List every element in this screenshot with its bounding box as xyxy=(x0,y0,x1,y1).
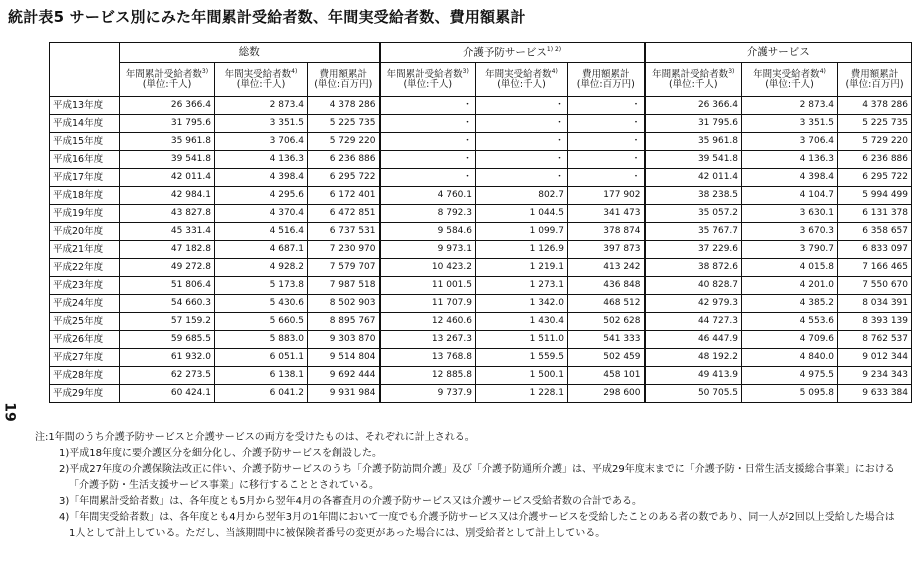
table-cell: 54 660.3 xyxy=(120,295,215,313)
note-4: 4)「年間実受給者数」は、各年度とも4月から翌年3月の1年間において一度でも介護予防サービス又は介護サービスを受給したことのある者の数であり、同一人が2回以上受給した場合は xyxy=(59,512,895,523)
table-cell: 9 973.1 xyxy=(380,241,476,259)
table-cell: 9 303 870 xyxy=(308,331,380,349)
table-row xyxy=(50,223,912,241)
group-header: 介護サービス xyxy=(645,43,912,63)
table-cell: 7 550 670 xyxy=(838,277,912,295)
table-cell: 7 987 518 xyxy=(308,277,380,295)
table-cell: 48 192.2 xyxy=(645,349,742,367)
table-cell: 436 848 xyxy=(568,277,645,295)
table-cell: 6 295 722 xyxy=(838,169,912,187)
table-cell: 3 790.7 xyxy=(742,241,838,259)
table-cell: 12 460.6 xyxy=(380,313,476,331)
table-row xyxy=(50,331,912,349)
table-cell: 26 366.4 xyxy=(120,97,215,115)
row-label: 平成21年度 xyxy=(50,241,120,259)
table-cell: 35 961.8 xyxy=(645,133,742,151)
table-cell: ・ xyxy=(568,133,645,151)
table-cell: 541 333 xyxy=(568,331,645,349)
table-cell: 1 430.4 xyxy=(476,313,568,331)
table-cell: 6 138.1 xyxy=(215,367,308,385)
column-header: 年間実受給者数$^{4)}$ (単位:千人) xyxy=(215,63,308,97)
table-cell: 6 358 657 xyxy=(838,223,912,241)
table-cell: 35 961.8 xyxy=(120,133,215,151)
table-cell: ・ xyxy=(568,97,645,115)
table-cell: 4 687.1 xyxy=(215,241,308,259)
page-title: 統計表5 サービス別にみた年間累計受給者数、年間実受給者数、費用額累計 xyxy=(8,8,526,26)
table-cell: 31 795.6 xyxy=(120,115,215,133)
table-cell: 2 873.4 xyxy=(215,97,308,115)
table-cell: 9 514 804 xyxy=(308,349,380,367)
table-cell: 3 706.4 xyxy=(742,133,838,151)
table-cell: 4 201.0 xyxy=(742,277,838,295)
table-cell: 458 101 xyxy=(568,367,645,385)
table-cell: 4 928.2 xyxy=(215,259,308,277)
table-cell: 9 584.6 xyxy=(380,223,476,241)
table-cell: 341 473 xyxy=(568,205,645,223)
table-cell: 13 768.8 xyxy=(380,349,476,367)
page-number: 19 xyxy=(1,402,18,422)
table-cell: 9 234 343 xyxy=(838,367,912,385)
table-cell: 61 932.0 xyxy=(120,349,215,367)
column-header: 費用額累計 (単位:百万円) xyxy=(308,63,380,97)
group-header: 総数 xyxy=(120,43,380,63)
table-cell: 11 001.5 xyxy=(380,277,476,295)
table-cell: 4 378 286 xyxy=(838,97,912,115)
table-cell: 298 600 xyxy=(568,385,645,403)
table-cell: 4 975.5 xyxy=(742,367,838,385)
table-cell: 4 760.1 xyxy=(380,187,476,205)
table-cell: 1 511.0 xyxy=(476,331,568,349)
table-cell: 49 413.9 xyxy=(645,367,742,385)
table-cell: 49 272.8 xyxy=(120,259,215,277)
table-cell: 8 034 391 xyxy=(838,295,912,313)
table-cell: 7 166 465 xyxy=(838,259,912,277)
column-header: 年間累計受給者数$^{3)}$ (単位:千人) xyxy=(120,63,215,97)
table-cell: 397 873 xyxy=(568,241,645,259)
table-cell: 3 351.5 xyxy=(215,115,308,133)
table-cell: 4 015.8 xyxy=(742,259,838,277)
table-cell: 5 225 735 xyxy=(838,115,912,133)
table-cell: 45 331.4 xyxy=(120,223,215,241)
statistics-table xyxy=(49,42,912,403)
table-row xyxy=(50,115,912,133)
table-cell: ・ xyxy=(568,115,645,133)
table-cell: 35 057.2 xyxy=(645,205,742,223)
table-cell: 7 230 970 xyxy=(308,241,380,259)
row-label: 平成25年度 xyxy=(50,313,120,331)
table-cell: 1 044.5 xyxy=(476,205,568,223)
note-2-cont: 「介護予防・生活支援サービス事業」に移行することとされている。 xyxy=(69,480,379,491)
note-4-cont: 1人として計上している。ただし、当該期間中に被保険者番号の変更があった場合には、別受給者として計上している。 xyxy=(69,528,606,539)
table-cell: 4 398.4 xyxy=(215,169,308,187)
table-row xyxy=(50,169,912,187)
table-row xyxy=(50,133,912,151)
table-cell: 468 512 xyxy=(568,295,645,313)
row-label: 平成17年度 xyxy=(50,169,120,187)
table-row xyxy=(50,385,912,403)
notes xyxy=(35,430,905,542)
table-cell: 6 172 401 xyxy=(308,187,380,205)
row-label: 平成13年度 xyxy=(50,97,120,115)
table-row xyxy=(50,259,912,277)
table-cell: 60 424.1 xyxy=(120,385,215,403)
table-cell: 6 236 886 xyxy=(308,151,380,169)
table-cell: ・ xyxy=(568,151,645,169)
table-row xyxy=(50,241,912,259)
note-1: 1)平成18年度に要介護区分を細分化し、介護予防サービスを創設した。 xyxy=(59,448,382,459)
table-cell: ・ xyxy=(380,115,476,133)
table-cell: 39 541.8 xyxy=(120,151,215,169)
column-header: 年間累計受給者数$^{3)}$ (単位:千人) xyxy=(380,63,476,97)
table-cell: 31 795.6 xyxy=(645,115,742,133)
table-cell: 4 104.7 xyxy=(742,187,838,205)
table-cell: 43 827.8 xyxy=(120,205,215,223)
table-cell: 5 883.0 xyxy=(215,331,308,349)
table-cell: 4 553.6 xyxy=(742,313,838,331)
table-cell: 46 447.9 xyxy=(645,331,742,349)
table-cell: 39 541.8 xyxy=(645,151,742,169)
table-cell: 4 136.3 xyxy=(215,151,308,169)
table-cell: 50 705.5 xyxy=(645,385,742,403)
table-cell: 5 729 220 xyxy=(838,133,912,151)
table-cell: 42 011.4 xyxy=(645,169,742,187)
table-cell: 9 633 384 xyxy=(838,385,912,403)
table-cell: 3 706.4 xyxy=(215,133,308,151)
table-cell: 413 242 xyxy=(568,259,645,277)
table-cell: 1 500.1 xyxy=(476,367,568,385)
column-header: 費用額累計 (単位:百万円) xyxy=(568,63,645,97)
row-label: 平成26年度 xyxy=(50,331,120,349)
table-cell: 1 219.1 xyxy=(476,259,568,277)
table-cell: 6 472 851 xyxy=(308,205,380,223)
column-header: 年間累計受給者数$^{3)}$ (単位:千人) xyxy=(645,63,742,97)
table-cell: ・ xyxy=(476,133,568,151)
table-cell: 5 430.6 xyxy=(215,295,308,313)
table-cell: ・ xyxy=(476,97,568,115)
table-cell: 37 229.6 xyxy=(645,241,742,259)
table-cell: 62 273.5 xyxy=(120,367,215,385)
table-cell: ・ xyxy=(476,115,568,133)
row-label: 平成20年度 xyxy=(50,223,120,241)
table-cell: 4 840.0 xyxy=(742,349,838,367)
table-cell: 9 737.9 xyxy=(380,385,476,403)
table-row xyxy=(50,295,912,313)
table-cell: 1 342.0 xyxy=(476,295,568,313)
table-cell: 1 559.5 xyxy=(476,349,568,367)
table-cell: 502 628 xyxy=(568,313,645,331)
table-cell: 502 459 xyxy=(568,349,645,367)
table-cell: 42 979.3 xyxy=(645,295,742,313)
table-cell: ・ xyxy=(476,151,568,169)
table-cell: 8 502 903 xyxy=(308,295,380,313)
table-cell: 9 931 984 xyxy=(308,385,380,403)
row-label: 平成28年度 xyxy=(50,367,120,385)
table-cell: 59 685.5 xyxy=(120,331,215,349)
table-row xyxy=(50,367,912,385)
row-label: 平成19年度 xyxy=(50,205,120,223)
table-cell: 5 225 735 xyxy=(308,115,380,133)
row-label: 平成14年度 xyxy=(50,115,120,133)
table-cell: 1 126.9 xyxy=(476,241,568,259)
table-cell: 5 660.5 xyxy=(215,313,308,331)
table-cell: 10 423.2 xyxy=(380,259,476,277)
table-cell: 44 727.3 xyxy=(645,313,742,331)
column-header: 費用額累計 (単位:百万円) xyxy=(838,63,912,97)
table-row xyxy=(50,205,912,223)
table-cell: 40 828.7 xyxy=(645,277,742,295)
table-cell: 12 885.8 xyxy=(380,367,476,385)
table-cell: ・ xyxy=(380,151,476,169)
table-cell: 8 393 139 xyxy=(838,313,912,331)
table-cell: 38 872.6 xyxy=(645,259,742,277)
table-row xyxy=(50,97,912,115)
row-label: 平成29年度 xyxy=(50,385,120,403)
table-cell: 4 709.6 xyxy=(742,331,838,349)
row-label: 平成24年度 xyxy=(50,295,120,313)
table-cell: 42 984.1 xyxy=(120,187,215,205)
table-row xyxy=(50,349,912,367)
row-label: 平成27年度 xyxy=(50,349,120,367)
table-cell: 1 273.1 xyxy=(476,277,568,295)
table-cell: 6 833 097 xyxy=(838,241,912,259)
table-cell: 1 099.7 xyxy=(476,223,568,241)
table-cell: 7 579 707 xyxy=(308,259,380,277)
note-main: 注:1年間のうち介護予防サービスと介護サービスの両方を受けたものは、それぞれに計上される。 xyxy=(35,432,475,443)
table-cell: 47 182.8 xyxy=(120,241,215,259)
table-cell: 42 011.4 xyxy=(120,169,215,187)
table-cell: 3 630.1 xyxy=(742,205,838,223)
table-row xyxy=(50,151,912,169)
row-label: 平成18年度 xyxy=(50,187,120,205)
table-row xyxy=(50,313,912,331)
table-cell: 3 670.3 xyxy=(742,223,838,241)
table-cell: 6 236 886 xyxy=(838,151,912,169)
table-row xyxy=(50,187,912,205)
table-cell: ・ xyxy=(380,169,476,187)
table-cell: ・ xyxy=(380,133,476,151)
table-cell: 1 228.1 xyxy=(476,385,568,403)
table-cell: 177 902 xyxy=(568,187,645,205)
table-cell: 378 874 xyxy=(568,223,645,241)
column-header: 年間実受給者数$^{4)}$ (単位:千人) xyxy=(476,63,568,97)
table-cell: 57 159.2 xyxy=(120,313,215,331)
table-cell: 4 295.6 xyxy=(215,187,308,205)
table-cell: 38 238.5 xyxy=(645,187,742,205)
table-cell: 9 012 344 xyxy=(838,349,912,367)
table-cell: 4 516.4 xyxy=(215,223,308,241)
table-cell: 3 351.5 xyxy=(742,115,838,133)
table-cell: 5 173.8 xyxy=(215,277,308,295)
table-cell: 8 895 767 xyxy=(308,313,380,331)
corner-header xyxy=(50,43,120,97)
table-cell: ・ xyxy=(476,169,568,187)
row-label: 平成22年度 xyxy=(50,259,120,277)
row-label: 平成15年度 xyxy=(50,133,120,151)
table-cell: 26 366.4 xyxy=(645,97,742,115)
table-cell: 51 806.4 xyxy=(120,277,215,295)
row-label: 平成23年度 xyxy=(50,277,120,295)
table-cell: ・ xyxy=(380,97,476,115)
table-cell: 5 729 220 xyxy=(308,133,380,151)
table-cell: 5 095.8 xyxy=(742,385,838,403)
table-cell: 2 873.4 xyxy=(742,97,838,115)
table-row xyxy=(50,277,912,295)
table-cell: 4 398.4 xyxy=(742,169,838,187)
table-cell: 13 267.3 xyxy=(380,331,476,349)
table-cell: 8 762 537 xyxy=(838,331,912,349)
note-3: 3)「年間累計受給者数」は、各年度とも5月から翌年4月の各審査月の介護予防サービス又は介護サービス受給者数の合計である。 xyxy=(59,496,642,507)
note-2: 2)平成27年度の介護保険法改正に伴い、介護予防サービスのうち「介護予防訪問介護」及び「介護予防通所介護」は、平成29年度末までに「介護予防・日常生活支援総合事業」における xyxy=(59,464,895,475)
table-cell: 6 295 722 xyxy=(308,169,380,187)
table-cell: 35 767.7 xyxy=(645,223,742,241)
table-cell: 6 051.1 xyxy=(215,349,308,367)
table-cell: 9 692 444 xyxy=(308,367,380,385)
group-header: 介護予防サービス$^{1) 2)}$ xyxy=(380,43,645,63)
table-cell: 6 131 378 xyxy=(838,205,912,223)
row-label: 平成16年度 xyxy=(50,151,120,169)
table-cell: 4 136.3 xyxy=(742,151,838,169)
table-cell: 4 378 286 xyxy=(308,97,380,115)
table-cell: 5 994 499 xyxy=(838,187,912,205)
table-cell: 6 737 531 xyxy=(308,223,380,241)
table-cell: 11 707.9 xyxy=(380,295,476,313)
table-cell: 4 370.4 xyxy=(215,205,308,223)
table-cell: 6 041.2 xyxy=(215,385,308,403)
table-cell: 8 792.3 xyxy=(380,205,476,223)
column-header: 年間実受給者数$^{4)}$ (単位:千人) xyxy=(742,63,838,97)
table-cell: ・ xyxy=(568,169,645,187)
table-cell: 802.7 xyxy=(476,187,568,205)
table-cell: 4 385.2 xyxy=(742,295,838,313)
